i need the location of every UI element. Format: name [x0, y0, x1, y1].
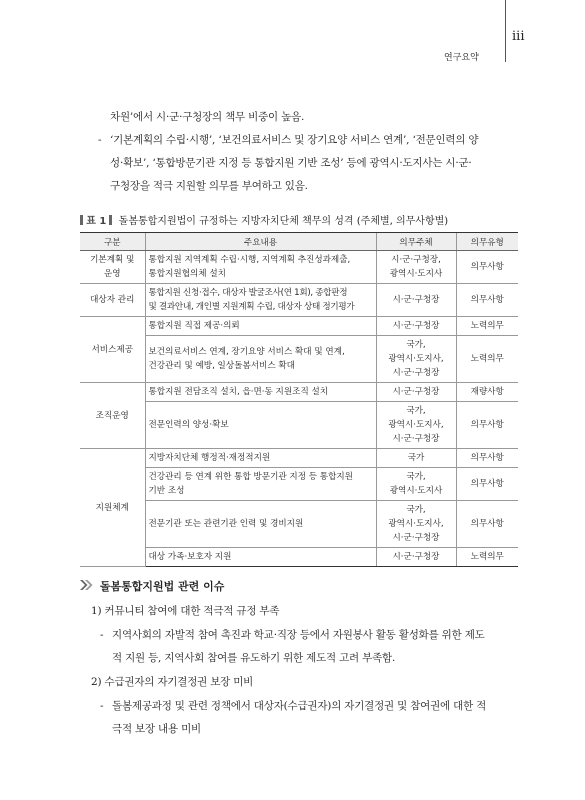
type-cell: 노력의무 [456, 548, 518, 567]
page-number: iii [512, 29, 525, 44]
table-caption-label: 표 1 [86, 216, 107, 227]
category-cell: 서비스제공 [80, 317, 145, 383]
table-row [80, 548, 518, 567]
intro-line-3: 성·확보’, ‘통합방문기관 지정 등 통합지원 기반 조성’ 등에 광역시·도지사는 시·군· [110, 157, 472, 169]
duty-table [80, 232, 518, 567]
intro-line-2: ‘기본계획의 수립·시행’, ‘보건의료서비스 및 장기요양 서비스 연계’, ‘전문인력의 양 [110, 134, 479, 146]
content-cell: 지방자치단체 행정적·재정적지원 [145, 449, 376, 468]
subject-cell: 국가, 광역시·도지사, 시·군·구청장 [376, 501, 456, 548]
content-cell: 통합지원 전담조직 설치, 읍·면·동 지원조직 설치 [145, 383, 376, 402]
content-cell: 전문인력의 양성·확보 [145, 402, 376, 449]
table-caption-title: 돌봄통합지원법이 규정하는 지방자치단체 책무의 성격 (주체별, 의무사항별) [118, 216, 449, 227]
subject-cell: 시·군·구청장 [376, 383, 456, 402]
intro-line-4: 구청장을 적극 지원할 의무를 부여하고 있음. [110, 180, 308, 192]
table-row [80, 449, 518, 468]
issue-2-line-2: 극적 보장 내용 미비 [112, 723, 201, 735]
subject-cell: 국가, 광역시·도지사 [376, 468, 456, 501]
table-row [80, 317, 518, 336]
content-cell: 전문기관 또는 관련기관 인력 및 경비지원 [145, 501, 376, 548]
content-cell: 건강관리 등 연계 위한 통합 방문기관 지정 등 통합지원 기반 조성 [145, 468, 376, 501]
col-header-content: 주요내용 [145, 233, 376, 251]
table-row [80, 251, 518, 284]
col-header-category: 구분 [80, 233, 145, 251]
content-cell: 보건의료서비스 연계, 장기요양 서비스 확대 및 연계, 건강관리 및 예방, 일상돌봄서비스 확대 [145, 336, 376, 383]
subject-cell: 시·군·구청장 [376, 317, 456, 336]
type-cell: 의무사항 [456, 284, 518, 317]
col-header-subject: 의무주체 [376, 233, 456, 251]
issue-1-line-1: 지역사회의 자발적 참여 촉진과 학교·직장 등에서 자원봉사 활동 활성화를 위한 제도 [112, 629, 485, 641]
table-row [80, 501, 518, 548]
subject-cell: 시·군·구청장, 광역시·도지사 [376, 251, 456, 284]
content-cell: 대상 가족·보호자 지원 [145, 548, 376, 567]
double-chevron-icon [80, 579, 93, 591]
issue-item-1: 1) 커뮤니티 참여에 대한 적극적 규정 부족 [91, 605, 280, 617]
type-cell: 노력의무 [456, 317, 518, 336]
type-cell: 의무사항 [456, 449, 518, 468]
intro-line-1: 차원’에서 시·군·구청장의 책무 비중이 높음. [110, 111, 305, 123]
subject-cell: 시·군·구청장 [376, 284, 456, 317]
type-cell: 의무사항 [456, 501, 518, 548]
subject-cell: 시·군·구청장 [376, 548, 456, 567]
subject-cell: 국가, 광역시·도지사, 시·군·구청장 [376, 336, 456, 383]
content-cell: 통합지원 지역계획 수립·시행, 지역계획 추진성과제출, 통합지원협의체 설치 [145, 251, 376, 284]
table-row [80, 284, 518, 317]
issue-2-line-1: 돌봄제공과정 및 관련 정책에서 대상자(수급권자)의 자기결정권 및 참여권에 대한 적 [112, 700, 487, 712]
type-cell: 재량사항 [456, 383, 518, 402]
table-row [80, 383, 518, 402]
intro-bullet: - [98, 134, 102, 146]
category-cell: 조직운영 [80, 383, 145, 449]
col-header-type: 의무유형 [456, 233, 518, 251]
section-heading [80, 578, 224, 594]
type-cell: 의무사항 [456, 402, 518, 449]
section-title: 돌봄통합지원법 관련 이슈 [99, 580, 225, 593]
subject-cell: 국가, 광역시·도지사, 시·군·구청장 [376, 402, 456, 449]
type-cell: 의무사항 [456, 251, 518, 284]
issue-1-bullet: - [100, 629, 104, 641]
header-rule [505, 0, 506, 62]
table-caption [80, 212, 448, 227]
content-cell: 통합지원 신청·접수, 대상자 발굴조사(연 1회), 종합판정 및 결과안내, 개인별 지원계획 수립, 대상자 상태 정기평가 [145, 284, 376, 317]
subject-cell: 국가 [376, 449, 456, 468]
table-row [80, 468, 518, 501]
issue-1-line-2: 적 지원 등, 지역사회 참여를 유도하기 위한 제도적 고려 부족함. [112, 652, 396, 664]
table-row [80, 336, 518, 383]
category-cell: 지원체계 [80, 449, 145, 567]
table-row [80, 402, 518, 449]
content-cell: 통합지원 직접 제공·의뢰 [145, 317, 376, 336]
category-cell: 대상자 관리 [80, 284, 145, 317]
category-cell: 기본계획 및 운영 [80, 251, 145, 284]
running-title: 연구요약 [444, 53, 479, 63]
type-cell: 의무사항 [456, 468, 518, 501]
type-cell: 노력의무 [456, 336, 518, 383]
issue-2-bullet: - [100, 700, 104, 712]
issue-item-2: 2) 수급권자의 자기결정권 보장 미비 [91, 676, 254, 688]
